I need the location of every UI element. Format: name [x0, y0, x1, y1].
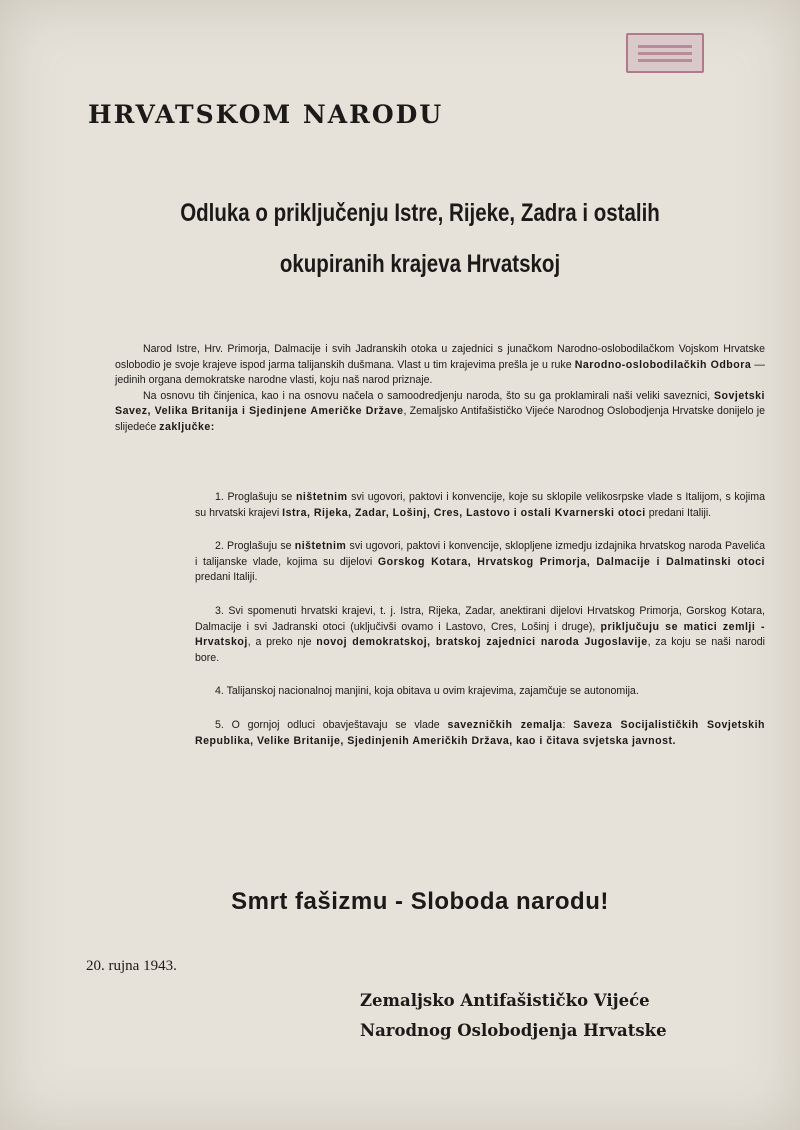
conclusion-item-5: 5. O gornjoj odluci obavještavaju se vlade savezničkih zemalja: Saveza Socijalističkih Sovjetskih Republika, Velike Britanije, Sjedinjenih Američkih Država, kao i čitava svjetska javnost.: [195, 718, 765, 747]
decision-subtitle: [141, 188, 699, 290]
intro-paragraph-1: Narod Istre, Hrv. Primorja, Dalmacije i svih Jadranskih otoka u zajednici s junačkom Narodno-oslobodilačkom Vojskom Hrvatske oslobodio je svoje krajeve ispod jarma talijanskih dušmana. Vlast u tim krajevima prešla je u ruke Narodno-oslobodilačkih Odbora — jedinih organa demokratske narodne vlasti, koju naš narod priznaje.: [115, 343, 765, 387]
signature-line-2: Narodnog Oslobodjenja Hrvatske: [360, 1021, 667, 1040]
conclusion-item-4: 4. Talijanskoj nacionalnoj manjini, koja obitava u ovim krajevima, zajamčuje se autonomija.: [215, 685, 639, 698]
conclusion-item-1: 1. Proglašuju se ništetnim svi ugovori, paktovi i konvencije, koje su sklopile velikosrpske vlade s Italijom, s kojima su hrvatski krajevi Istra, Rijeka, Zadar, Lošinj, Cres, Lastovo i ostali Kvarnerski otoci predani Italiji.: [195, 491, 765, 519]
page-title: HRVATSKOM NARODU: [88, 100, 444, 129]
signature-line-1: Zemaljsko Antifašističko Vijeće: [360, 991, 650, 1010]
conclusion-item-2: 2. Proglašuju se ništetnim svi ugovori, paktovi i konvencije, sklopljene izmedju izdajnika hrvatskog naroda Pavelića i talijanske vlade, kojima su dijelovi Gorskog Kotara, Hrvatskog Primorja, Dalmacije i Dalmatinski otoci predani Italiji.: [195, 540, 765, 584]
slogan: Smrt fašizmu - Sloboda narodu!: [231, 888, 609, 915]
intro-text: [115, 342, 765, 436]
intro-paragraph-2: Na osnovu tih činjenica, kao i na osnovu načela o samoodredjenju naroda, što su ga proklamirali naši veliki saveznici, Sovjetski Savez, Velika Britanija i Sjedinjene Američke Države, Zemaljsko Antifašističko Vijeće Narodnog Oslobodjenja Hrvatske donijelo je slijedeće zaključke:: [115, 389, 765, 433]
signature-block: [360, 986, 760, 1046]
subtitle-line-1: Odluka o priključenju Istre, Rijeke, Zadra i ostalih: [180, 199, 660, 227]
conclusion-item-3: 3. Svi spomenuti hrvatski krajevi, t. j. Istra, Rijeka, Zadar, anektirani dijelovi Hrvatskog Primorja, Gorskog Kotara, Dalmacije i svi Jadranski otoci (uključivši ovamo i Lastovo, Cres, Lošinj i druge), priključuju se matici zemlji - Hrvatskoj, a preko nje novoj demokratskoj, bratskoj zajednici naroda Jugoslavije, za koju se naši narodi bore.: [195, 604, 765, 664]
archive-stamp: [626, 33, 704, 73]
subtitle-line-2: okupiranih krajeva Hrvatskoj: [279, 250, 561, 278]
conclusions-list: [195, 490, 765, 767]
date: 20. rujna 1943.: [86, 958, 177, 974]
